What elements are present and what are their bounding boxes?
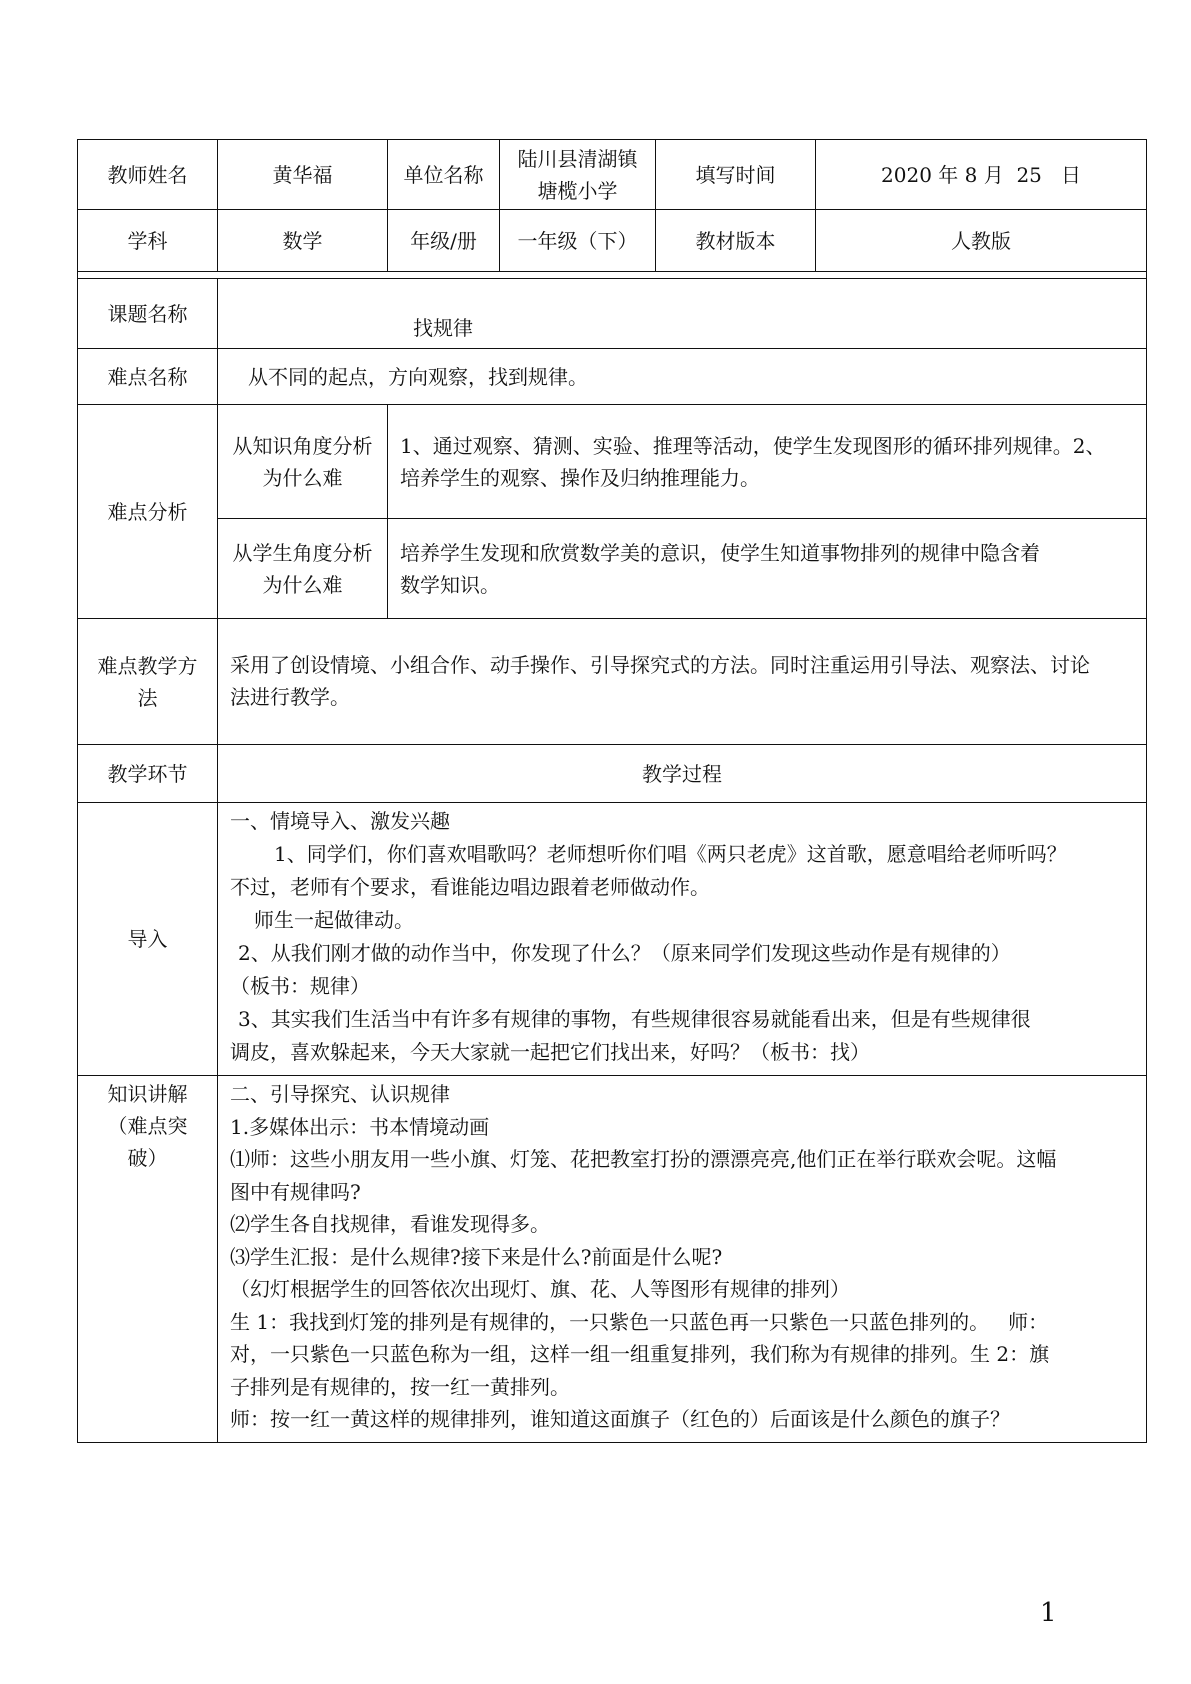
unit-name-line-2: 塘榄小学	[537, 178, 618, 203]
row-knowledge-analysis	[78, 405, 1147, 519]
grade-value: 一年级（下）	[500, 210, 656, 272]
explain-label	[78, 1076, 218, 1443]
subject-value: 数学	[218, 210, 388, 272]
lesson-plan-table-wrap	[77, 139, 1146, 1443]
process-stage-label: 教学环节	[78, 745, 218, 803]
knowledge-angle-label	[218, 405, 388, 519]
analysis-label: 难点分析	[78, 405, 218, 619]
knowledge-angle-text	[388, 405, 1147, 519]
explain-line: 1.多媒体出示：书本情境动画	[230, 1114, 490, 1139]
unit-name-value	[500, 140, 656, 210]
process-title: 教学过程	[218, 745, 1147, 803]
knowledge-text-line-2: 培养学生的观察、操作及归纳推理能力。	[400, 465, 760, 490]
topic-label: 课题名称	[78, 279, 218, 349]
row-teaching-method	[78, 619, 1147, 745]
explain-line: （幻灯根据学生的回答依次出现灯、旗、花、人等图形有规律的排列）	[230, 1277, 850, 1301]
explain-label-line-3: 破）	[127, 1146, 168, 1170]
intro-line: （板书：规律）	[230, 974, 370, 998]
student-angle-label-line-2: 为什么难	[262, 572, 343, 597]
row-intro	[78, 803, 1147, 1076]
intro-label: 导入	[78, 803, 218, 1076]
row-student-analysis	[78, 519, 1147, 619]
unit-name-line-1: 陆川县清湖镇	[517, 146, 638, 171]
explain-line: ⑶学生汇报：是什么规律?接下来是什么?前面是什么呢?	[230, 1244, 723, 1269]
textbook-value: 人教版	[816, 210, 1147, 272]
student-text-line-2: 数学知识。	[400, 572, 500, 597]
explain-line: ⑴师：这些小朋友用一些小旗、灯笼、花把教室打扮的漂漂亮亮,他们正在举行联欢会呢。这幅	[230, 1147, 1057, 1171]
explain-line: 对，一只紫色一只蓝色称为一组，这样一组一组重复排列，我们称为有规律的排列。生 2：旗	[230, 1342, 1050, 1366]
explain-content	[218, 1076, 1147, 1443]
method-label	[78, 619, 218, 745]
explain-label-line-2: （难点突	[107, 1114, 188, 1138]
method-text-line-2: 法进行教学。	[230, 685, 350, 709]
row-teacher-info	[78, 140, 1147, 210]
method-text	[218, 619, 1147, 745]
topic-value: 找规律	[413, 316, 473, 340]
row-subject-info	[78, 210, 1147, 272]
explain-line: 子排列是有规律的，按一红一黄排列。	[230, 1374, 570, 1399]
method-label-line-1: 难点教学方	[97, 653, 198, 678]
lesson-plan-table	[77, 139, 1147, 1443]
intro-content	[218, 803, 1147, 1076]
explain-line: 二、引导探究、认识规律	[230, 1082, 450, 1106]
intro-line: 一、情境导入、激发兴趣	[230, 809, 450, 833]
teacher-name-value: 黄华福	[218, 140, 388, 210]
intro-line: 师生一起做律动。	[254, 908, 414, 932]
row-separator	[78, 272, 1147, 279]
explain-line: 师：按一红一黄这样的规律排列，谁知道这面旗子（红色的）后面该是什么颜色的旗子？	[230, 1407, 1010, 1431]
grade-label: 年级/册	[388, 210, 500, 272]
textbook-label: 教材版本	[656, 210, 816, 272]
intro-line: 不过，老师有个要求，看谁能边唱边跟着老师做动作。	[230, 875, 710, 899]
topic-value-cell	[218, 279, 1147, 349]
student-angle-label-line-1: 从学生角度分析	[232, 540, 373, 565]
method-text-line-1: 采用了创设情境、小组合作、动手操作、引导探究式的方法。同时注重运用引导法、观察法、讨论	[230, 653, 1090, 677]
intro-line: 调皮，喜欢躲起来，今天大家就一起把它们找出来，好吗？（板书：找）	[230, 1040, 870, 1064]
intro-line: 2、从我们刚才做的动作当中，你发现了什么？（原来同学们发现这些动作是有规律的）	[238, 941, 1011, 965]
explain-line: 图中有规律吗?	[230, 1179, 361, 1204]
intro-line: 3、其实我们生活当中有许多有规律的事物，有些规律很容易就能看出来，但是有些规律很	[238, 1007, 1031, 1031]
knowledge-angle-label-line-2: 为什么难	[262, 465, 343, 490]
row-process-header	[78, 745, 1147, 803]
student-angle-label	[218, 519, 388, 619]
row-difficulty	[78, 349, 1147, 405]
page-number: 1	[1040, 1598, 1057, 1628]
fill-date-label: 填写时间	[656, 140, 816, 210]
intro-line: 1、同学们，你们喜欢唱歌吗？老师想听你们唱《两只老虎》这首歌，愿意唱给老师听吗？	[274, 842, 1067, 866]
fill-date-value: 2020 年 8 月 25 日	[816, 140, 1147, 210]
difficulty-label: 难点名称	[78, 349, 218, 405]
subject-label: 学科	[78, 210, 218, 272]
knowledge-angle-label-line-1: 从知识角度分析	[232, 433, 373, 458]
student-text-line-1: 培养学生发现和欣赏数学美的意识，使学生知道事物排列的规律中隐含着	[400, 540, 1040, 565]
student-angle-text	[388, 519, 1147, 619]
row-explain	[78, 1076, 1147, 1443]
method-label-line-2: 法	[137, 685, 158, 710]
difficulty-value: 从不同的起点，方向观察，找到规律。	[218, 349, 1147, 405]
teacher-name-label: 教师姓名	[78, 140, 218, 210]
explain-line: 生 1：我找到灯笼的排列是有规律的，一只紫色一只蓝色再一只紫色一只蓝色排列的。 师：	[230, 1309, 1049, 1334]
explain-label-line-1: 知识讲解	[107, 1082, 188, 1106]
explain-line: ⑵学生各自找规律，看谁发现得多。	[230, 1212, 550, 1236]
knowledge-text-line-1: 1、通过观察、猜测、实验、推理等活动，使学生发现图形的循环排列规律。2、	[400, 433, 1106, 458]
unit-name-label: 单位名称	[388, 140, 500, 210]
row-topic	[78, 279, 1147, 349]
